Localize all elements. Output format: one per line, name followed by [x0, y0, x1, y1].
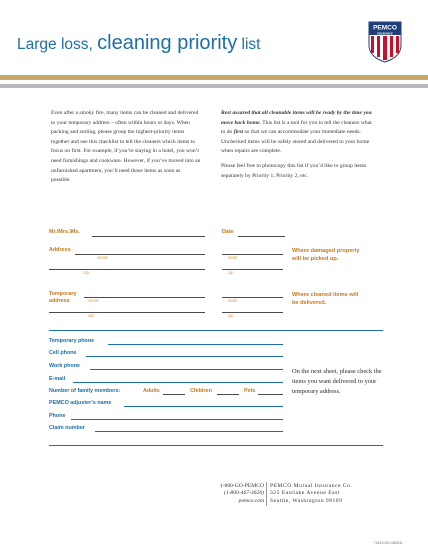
footer-address	[270, 483, 380, 505]
pets-field[interactable]	[258, 394, 283, 395]
intro-right-column	[221, 109, 373, 186]
adults-label: Adults	[143, 388, 160, 394]
work-phone-field[interactable]	[90, 369, 283, 370]
temp-zip-caption: zip	[228, 313, 234, 318]
logo-sub: INSURANCE	[377, 32, 393, 36]
email-field[interactable]	[73, 382, 283, 383]
temp-city-caption: city	[88, 313, 95, 318]
pets-label: Pets	[244, 388, 256, 394]
phone-field[interactable]	[71, 419, 283, 420]
footer-phone: 1-800-GO-PEMCO	[219, 483, 264, 489]
intro-right-paragraph	[221, 109, 373, 157]
title-part-1: Large loss,	[17, 36, 98, 53]
adjuster-label: PEMCO adjuster’s name	[49, 400, 112, 406]
zip-caption: zip	[228, 270, 234, 275]
footer-contact	[196, 483, 264, 505]
date-label: Date	[222, 229, 234, 235]
intro-left-column	[51, 109, 201, 186]
temporary-phone-field[interactable]	[108, 344, 283, 345]
footer-city: Seattle, Washington 98109	[270, 497, 343, 504]
temporary-address-label: address	[49, 298, 70, 304]
claim-number-field[interactable]	[95, 431, 283, 432]
phone-label: Phone	[49, 413, 66, 419]
city-field[interactable]	[49, 269, 205, 270]
pemco-logo	[368, 21, 402, 63]
intro-left-paragraph: Even after a smoky fire, many items can be cleaned and delivered to your temporary address – often within hours or days. When packing and sorting, please group the highest-priority items together and use this checklist to tell the cleaners which items to focus on first. For example, if you’re staying in a hotel, you won’t need furnishings and cookware. However, if you’ve moved into an unfurnished apartment, you’ll need those items as soon as possible.	[51, 110, 201, 184]
date-field[interactable]	[238, 236, 285, 237]
email-label: E-mail	[49, 376, 66, 382]
intro-first: first	[233, 129, 244, 136]
footer-company: PEMCO Mutual Insurance Co.	[270, 483, 353, 489]
footer-street: 325 Eastlake Avenue East	[270, 490, 340, 497]
title-part-2: cleaning priority	[97, 32, 238, 54]
intro-right-rest-a: This list is a tool for you to tell the cleaners what to do	[221, 119, 372, 136]
street-field[interactable]	[75, 254, 205, 255]
work-phone-label: Work phone	[49, 363, 81, 369]
name-label: Mr.\Mrs.\Ms.	[49, 229, 80, 235]
damaged-note: Where damaged property will be picked up.	[292, 248, 360, 262]
state-caption: state	[228, 255, 238, 260]
street-caption: street	[97, 255, 108, 260]
temp-state-caption: state	[228, 298, 238, 303]
header-band-gold	[0, 75, 428, 80]
intro-right-paragraph-2: Please feel free to photocopy this list if you’d like to group items separately by Priority 1, Priority 2, etc.	[221, 162, 367, 179]
title-part-3: list	[237, 36, 261, 53]
footer-separator	[266, 482, 267, 506]
header-band-gray	[0, 84, 428, 88]
name-field[interactable]	[92, 236, 205, 237]
adults-field[interactable]	[163, 394, 185, 395]
section-divider	[49, 330, 383, 331]
temp-street-field[interactable]	[84, 297, 205, 298]
next-sheet-note: On the next sheet, please check the items you want delivered to your temporary address.	[292, 368, 382, 395]
claim-number-label: Claim number	[49, 425, 85, 431]
city-caption: city	[83, 270, 90, 275]
pemco-shield-icon	[368, 21, 402, 63]
temp-street-caption: street	[88, 298, 99, 303]
adjuster-field[interactable]	[124, 406, 283, 407]
cell-phone-field[interactable]	[86, 356, 283, 357]
children-label: Children	[190, 388, 212, 394]
temporary-label: Temporary	[49, 291, 77, 297]
form-code: 7241S 001 05/2011	[374, 541, 403, 545]
temp-city-field[interactable]	[49, 312, 205, 313]
intro-lead: Rest assured that all cleanable items will be ready by the time you move back home.	[221, 110, 372, 126]
logo-text: PEMCO	[373, 24, 397, 32]
address-label: Address	[49, 247, 71, 253]
cleaned-note: Where cleaned items will be delivered.	[292, 292, 359, 306]
children-field[interactable]	[217, 394, 239, 395]
intro-right-rest-b: so that we can accommodate your immediate needs. Unchecked items will be safely stored and delivered to your home when repairs are complete.	[221, 129, 370, 155]
temporary-phone-label: Temporary phone	[49, 338, 95, 344]
cell-phone-label: Cell phone	[49, 350, 77, 356]
family-members-label: Number of family members:	[49, 388, 121, 394]
footer-phone-digits: (1-800-467-3626)	[223, 490, 264, 497]
page-title	[17, 32, 260, 55]
bottom-divider	[49, 445, 383, 446]
footer-website[interactable]: pemco.com	[238, 497, 264, 504]
